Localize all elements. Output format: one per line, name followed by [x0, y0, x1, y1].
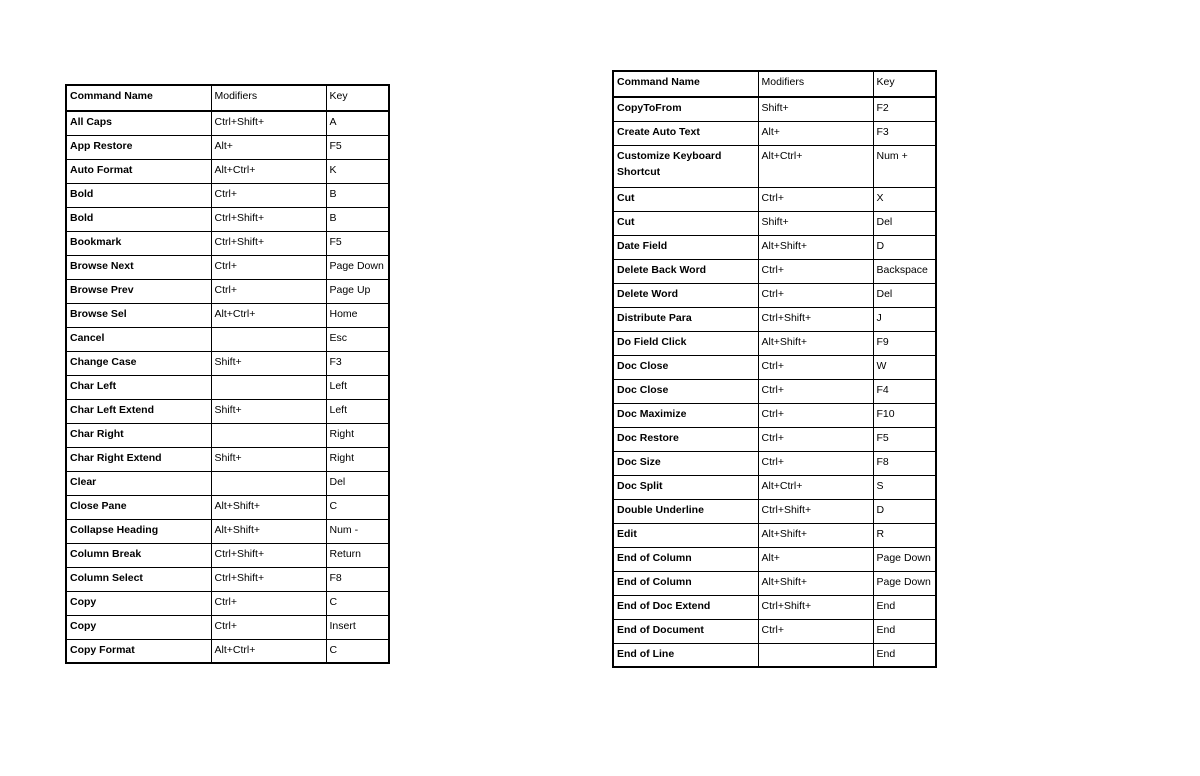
key-cell: F4	[873, 379, 936, 403]
table-row	[66, 351, 389, 375]
key-cell: Return	[326, 543, 389, 567]
table-row	[66, 375, 389, 399]
table-row	[613, 595, 936, 619]
table-row	[66, 543, 389, 567]
modifiers-cell: Ctrl+	[758, 451, 873, 475]
shortcut-table-right	[612, 70, 937, 668]
modifiers-cell: Shift+	[211, 399, 326, 423]
table-header-row	[66, 85, 389, 111]
table-row	[613, 499, 936, 523]
modifiers-cell: Ctrl+	[758, 427, 873, 451]
modifiers-cell	[211, 375, 326, 399]
command-name-cell: Bookmark	[66, 231, 211, 255]
key-cell: D	[873, 235, 936, 259]
command-name-cell: Do Field Click	[613, 331, 758, 355]
table-row	[66, 159, 389, 183]
modifiers-cell: Alt+	[211, 135, 326, 159]
modifiers-cell: Alt+	[758, 547, 873, 571]
modifiers-cell: Ctrl+Shift+	[758, 595, 873, 619]
modifiers-cell: Alt+Ctrl+	[211, 159, 326, 183]
command-name-cell: Browse Next	[66, 255, 211, 279]
command-name-cell: End of Column	[613, 547, 758, 571]
key-cell: A	[326, 111, 389, 135]
modifiers-cell: Ctrl+Shift+	[758, 499, 873, 523]
table-row	[66, 279, 389, 303]
table-row	[66, 183, 389, 207]
key-cell: F2	[873, 97, 936, 121]
modifiers-cell: Ctrl+	[758, 379, 873, 403]
command-name-cell: Copy	[66, 591, 211, 615]
command-name-cell: Char Left Extend	[66, 399, 211, 423]
key-cell: X	[873, 187, 936, 211]
key-cell: F3	[326, 351, 389, 375]
modifiers-cell: Ctrl+	[211, 279, 326, 303]
key-cell: R	[873, 523, 936, 547]
command-name-cell: Date Field	[613, 235, 758, 259]
key-cell: Page Down	[873, 547, 936, 571]
command-name-cell: Create Auto Text	[613, 121, 758, 145]
table-row	[66, 471, 389, 495]
command-name-cell: Double Underline	[613, 499, 758, 523]
table-row	[66, 399, 389, 423]
key-cell: C	[326, 495, 389, 519]
command-name-cell: End of Doc Extend	[613, 595, 758, 619]
modifiers-cell: Alt+Shift+	[211, 495, 326, 519]
command-name-cell: Bold	[66, 207, 211, 231]
table-row	[66, 255, 389, 279]
table-row	[66, 495, 389, 519]
key-cell: Page Up	[326, 279, 389, 303]
key-cell: Del	[326, 471, 389, 495]
command-name-cell: Char Right Extend	[66, 447, 211, 471]
key-cell: Page Down	[873, 571, 936, 595]
key-cell: Esc	[326, 327, 389, 351]
command-name-cell: End of Column	[613, 571, 758, 595]
modifiers-cell: Ctrl+Shift+	[211, 543, 326, 567]
table-row	[613, 97, 936, 121]
table-row	[613, 331, 936, 355]
key-cell: D	[873, 499, 936, 523]
command-name-cell: Edit	[613, 523, 758, 547]
header-key: Key	[326, 85, 389, 111]
modifiers-cell: Ctrl+	[211, 591, 326, 615]
command-name-cell: App Restore	[66, 135, 211, 159]
key-cell: F8	[873, 451, 936, 475]
key-cell: F5	[326, 231, 389, 255]
key-cell: K	[326, 159, 389, 183]
table-row	[66, 591, 389, 615]
key-cell: Backspace	[873, 259, 936, 283]
command-name-cell: End of Document	[613, 619, 758, 643]
key-cell: B	[326, 183, 389, 207]
command-name-cell: Bold	[66, 183, 211, 207]
key-cell: F8	[326, 567, 389, 591]
table-row	[613, 211, 936, 235]
key-cell: Num +	[873, 145, 936, 187]
modifiers-cell: Ctrl+	[758, 403, 873, 427]
table-row	[613, 475, 936, 499]
table-row	[66, 303, 389, 327]
table-row	[613, 235, 936, 259]
modifiers-cell: Alt+Ctrl+	[758, 145, 873, 187]
modifiers-cell: Ctrl+	[211, 183, 326, 207]
table-row	[66, 447, 389, 471]
key-cell: F3	[873, 121, 936, 145]
modifiers-cell: Shift+	[758, 211, 873, 235]
table-row	[613, 643, 936, 667]
table-row	[66, 615, 389, 639]
table-row	[66, 567, 389, 591]
command-name-cell: Auto Format	[66, 159, 211, 183]
command-name-cell: All Caps	[66, 111, 211, 135]
key-cell: Num -	[326, 519, 389, 543]
header-command-name: Command Name	[66, 85, 211, 111]
command-name-cell: Column Break	[66, 543, 211, 567]
table-row	[613, 307, 936, 331]
command-name-cell: Char Right	[66, 423, 211, 447]
table-row	[613, 379, 936, 403]
table-row	[613, 571, 936, 595]
command-name-cell: Doc Split	[613, 475, 758, 499]
header-modifiers: Modifiers	[758, 71, 873, 97]
command-name-cell: End of Line	[613, 643, 758, 667]
command-name-cell: Change Case	[66, 351, 211, 375]
table-row	[613, 451, 936, 475]
table-row	[613, 619, 936, 643]
modifiers-cell: Alt+Shift+	[758, 235, 873, 259]
table-row	[613, 121, 936, 145]
command-name-cell: Browse Sel	[66, 303, 211, 327]
key-cell: Insert	[326, 615, 389, 639]
modifiers-cell: Alt+Ctrl+	[758, 475, 873, 499]
table-row	[613, 187, 936, 211]
key-cell: F5	[326, 135, 389, 159]
table-row	[66, 423, 389, 447]
command-name-cell: Doc Restore	[613, 427, 758, 451]
key-cell: Del	[873, 283, 936, 307]
key-cell: F9	[873, 331, 936, 355]
key-cell: C	[326, 591, 389, 615]
modifiers-cell: Ctrl+	[758, 187, 873, 211]
command-name-cell: Delete Word	[613, 283, 758, 307]
header-modifiers: Modifiers	[211, 85, 326, 111]
modifiers-cell: Ctrl+	[211, 255, 326, 279]
table-row	[66, 135, 389, 159]
modifiers-cell: Alt+Shift+	[758, 331, 873, 355]
table-row	[66, 327, 389, 351]
key-cell: J	[873, 307, 936, 331]
modifiers-cell: Ctrl+	[758, 355, 873, 379]
key-cell: B	[326, 207, 389, 231]
modifiers-cell: Alt+Ctrl+	[211, 639, 326, 663]
key-cell: W	[873, 355, 936, 379]
table-row	[66, 519, 389, 543]
command-name-cell: Cancel	[66, 327, 211, 351]
modifiers-cell: Alt+Ctrl+	[211, 303, 326, 327]
modifiers-cell: Shift+	[211, 351, 326, 375]
command-name-cell: Doc Close	[613, 355, 758, 379]
command-name-cell: Delete Back Word	[613, 259, 758, 283]
key-cell: End	[873, 619, 936, 643]
key-cell: End	[873, 595, 936, 619]
modifiers-cell: Shift+	[758, 97, 873, 121]
modifiers-cell: Ctrl+Shift+	[211, 231, 326, 255]
key-cell: Home	[326, 303, 389, 327]
command-name-cell: Doc Close	[613, 379, 758, 403]
table-row	[613, 547, 936, 571]
modifiers-cell: Ctrl+Shift+	[211, 207, 326, 231]
command-name-cell: Close Pane	[66, 495, 211, 519]
header-command-name: Command Name	[613, 71, 758, 97]
modifiers-cell: Ctrl+	[758, 283, 873, 307]
command-name-cell: Copy Format	[66, 639, 211, 663]
command-name-cell: Copy	[66, 615, 211, 639]
command-name-cell: Cut	[613, 187, 758, 211]
key-cell: S	[873, 475, 936, 499]
modifiers-cell	[211, 423, 326, 447]
command-name-cell: Browse Prev	[66, 279, 211, 303]
table-row	[613, 283, 936, 307]
command-name-cell: Customize Keyboard Shortcut	[613, 145, 758, 187]
table-row	[66, 231, 389, 255]
table-row	[613, 145, 936, 187]
modifiers-cell: Shift+	[211, 447, 326, 471]
command-name-cell: Column Select	[66, 567, 211, 591]
command-name-cell: Doc Maximize	[613, 403, 758, 427]
modifiers-cell	[211, 471, 326, 495]
key-cell: Left	[326, 399, 389, 423]
key-cell: F10	[873, 403, 936, 427]
modifiers-cell: Alt+Shift+	[758, 571, 873, 595]
modifiers-cell: Alt+Shift+	[758, 523, 873, 547]
modifiers-cell	[758, 643, 873, 667]
table-header-row	[613, 71, 936, 97]
key-cell: Left	[326, 375, 389, 399]
command-name-cell: Distribute Para	[613, 307, 758, 331]
modifiers-cell: Alt+	[758, 121, 873, 145]
table-row	[613, 523, 936, 547]
command-name-cell: Char Left	[66, 375, 211, 399]
modifiers-cell: Ctrl+	[211, 615, 326, 639]
command-name-cell: Cut	[613, 211, 758, 235]
command-name-cell: CopyToFrom	[613, 97, 758, 121]
table-row	[613, 403, 936, 427]
table-row	[66, 207, 389, 231]
key-cell: Right	[326, 423, 389, 447]
table-row	[66, 111, 389, 135]
modifiers-cell: Ctrl+Shift+	[211, 567, 326, 591]
shortcut-table-left	[65, 84, 390, 664]
header-key: Key	[873, 71, 936, 97]
modifiers-cell: Alt+Shift+	[211, 519, 326, 543]
key-cell: Page Down	[326, 255, 389, 279]
modifiers-cell: Ctrl+Shift+	[758, 307, 873, 331]
command-name-cell: Collapse Heading	[66, 519, 211, 543]
key-cell: C	[326, 639, 389, 663]
table-row	[66, 639, 389, 663]
key-cell: Del	[873, 211, 936, 235]
key-cell: Right	[326, 447, 389, 471]
modifiers-cell: Ctrl+	[758, 259, 873, 283]
command-name-cell: Doc Size	[613, 451, 758, 475]
command-name-cell: Clear	[66, 471, 211, 495]
modifiers-cell: Ctrl+	[758, 619, 873, 643]
table-row	[613, 355, 936, 379]
key-cell: End	[873, 643, 936, 667]
modifiers-cell: Ctrl+Shift+	[211, 111, 326, 135]
modifiers-cell	[211, 327, 326, 351]
key-cell: F5	[873, 427, 936, 451]
table-row	[613, 427, 936, 451]
table-row	[613, 259, 936, 283]
